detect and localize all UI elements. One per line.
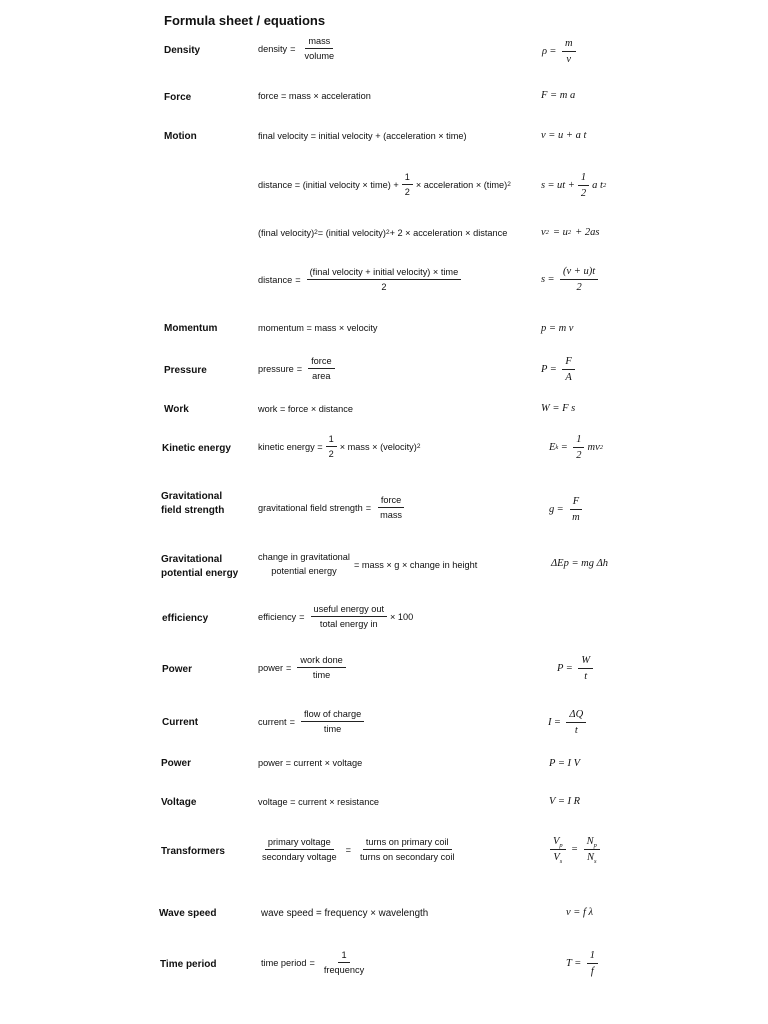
label-voltage: Voltage [161, 797, 197, 808]
motion-word-equation-2: distance = (initial velocity × time) + $\frac{1}{2}$ × acceleration × (time) 2 [258, 172, 511, 197]
force-symbol-equation: F = m a [541, 90, 576, 101]
motion-word-equation-1: final velocity = initial velocity + (acceleration × time) [258, 131, 467, 141]
label-pressure: Pressure [164, 365, 207, 376]
label-power-2: Power [161, 758, 192, 769]
power-symbol-equation-2: P = I V [549, 758, 581, 769]
label-force: Force [164, 92, 192, 103]
gravitational-field-symbol-equation: g = $\frac{F}{m}$ [549, 496, 586, 523]
voltage-symbol-equation: V = I R [549, 796, 581, 807]
pressure-symbol-equation: P = $\frac{F}{A}$ [541, 356, 578, 383]
wave-speed-symbol-equation: v = f λ [566, 907, 594, 918]
work-word-equation: work = force × distance [258, 404, 353, 414]
wave-speed-word-equation: wave speed = frequency × wavelength [261, 908, 429, 919]
power-word-equation: power = $\frac{\text{work done}}{\text{time}}$ [258, 655, 349, 680]
time-period-symbol-equation: T = $\frac{1}{f}$ [566, 950, 601, 977]
motion-symbol-equation-4: s = $\frac{(v + u)t}{2}$ [541, 266, 601, 293]
momentum-word-equation: momentum = mass × velocity [258, 323, 378, 333]
power-symbol-equation: P = $\frac{W}{t}$ [557, 655, 596, 682]
pressure-word-equation: pressure = $\frac{\text{force}}{\text{area}}$ [258, 356, 338, 381]
label-efficiency: efficiency [162, 613, 209, 624]
density-symbol-equation: ρ = $\frac{m}{v}$ [542, 38, 579, 65]
motion-word-equation-4: distance = $\frac{\text{(final velocity + initial velocity) × time}}{2}$ [258, 267, 464, 292]
motion-symbol-equation-1: v = u + a t [541, 130, 587, 141]
power-word-equation-2: power = current × voltage [258, 758, 363, 768]
page-title: Formula sheet / equations [164, 13, 326, 28]
motion-symbol-equation-2: s = ut + $\frac{1}{2}$ a t 2 [541, 172, 607, 199]
transformer-word-equation: $\frac{\text{primary voltage}}{\text{secondary voltage}}$ = $\frac{\text{turns on primary coil}}{\text{turns on secondary coil}}$ [262, 837, 455, 862]
label-work: Work [164, 404, 189, 415]
voltage-word-equation: voltage = current × resistance [258, 797, 380, 807]
label-time-period: Time period [160, 959, 217, 970]
work-symbol-equation: W = F s [541, 403, 576, 414]
density-word-equation: density = $\frac{\text{mass}}{\text{volume}}$ [258, 36, 340, 61]
force-word-equation: force = mass × acceleration [258, 91, 371, 101]
motion-word-equation-3: (final velocity) 2 = (initial velocity) 2 + 2 × acceleration × distance [258, 228, 508, 238]
current-symbol-equation: I = $\frac{\Delta Q}{t}$ [548, 709, 589, 736]
momentum-symbol-equation: p = m v [541, 323, 574, 334]
label-motion: Motion [164, 131, 197, 142]
label-current: Current [162, 717, 199, 728]
current-word-equation: current = $\frac{\text{flow of charge}}{\text{time}}$ [258, 709, 367, 734]
density-fraction: $\frac{\text{mass}}{\text{volume}}$ [304, 36, 335, 61]
gravitational-field-word-equation: gravitational field strength = $\frac{\text{force}}{\text{mass}}$ [258, 495, 408, 520]
label-gravitational-potential-energy: Gravitational potential energy [161, 554, 239, 579]
label-density: Density [164, 45, 201, 56]
motion-symbol-equation-3: v 2 = u 2 + 2as [541, 227, 600, 238]
label-kinetic-energy: Kinetic energy [162, 443, 231, 454]
efficiency-word-equation: efficiency = $\frac{\text{useful energy out}}{\text{total energy in}}$ × 100 [258, 604, 414, 629]
label-power: Power [162, 664, 193, 675]
time-period-word-equation: time period = $\frac{1}{\text{frequency}}$ [261, 950, 365, 975]
label-momentum: Momentum [164, 323, 218, 334]
gravitational-pe-word-equation: change in gravitational potential energy = mass × g × change in height [258, 552, 478, 576]
kinetic-energy-symbol-equation: E k = $\frac{1}{2}$ mv 2 [549, 434, 603, 461]
gravitational-pe-symbol-equation: ΔEp = mg Δh [551, 558, 609, 569]
label-wave-speed: Wave speed [159, 908, 217, 919]
label-transformers: Transformers [161, 846, 225, 857]
transformer-symbol-equation: $\frac{V_p}{V_s}$ = $\frac{N_p}{N_s}$ [547, 836, 603, 863]
label-gravitational-field-strength: Gravitational field strength [161, 491, 225, 516]
kinetic-energy-word-equation: kinetic energy = $\frac{1}{2}$ × mass × (velocity) 2 [258, 434, 421, 459]
